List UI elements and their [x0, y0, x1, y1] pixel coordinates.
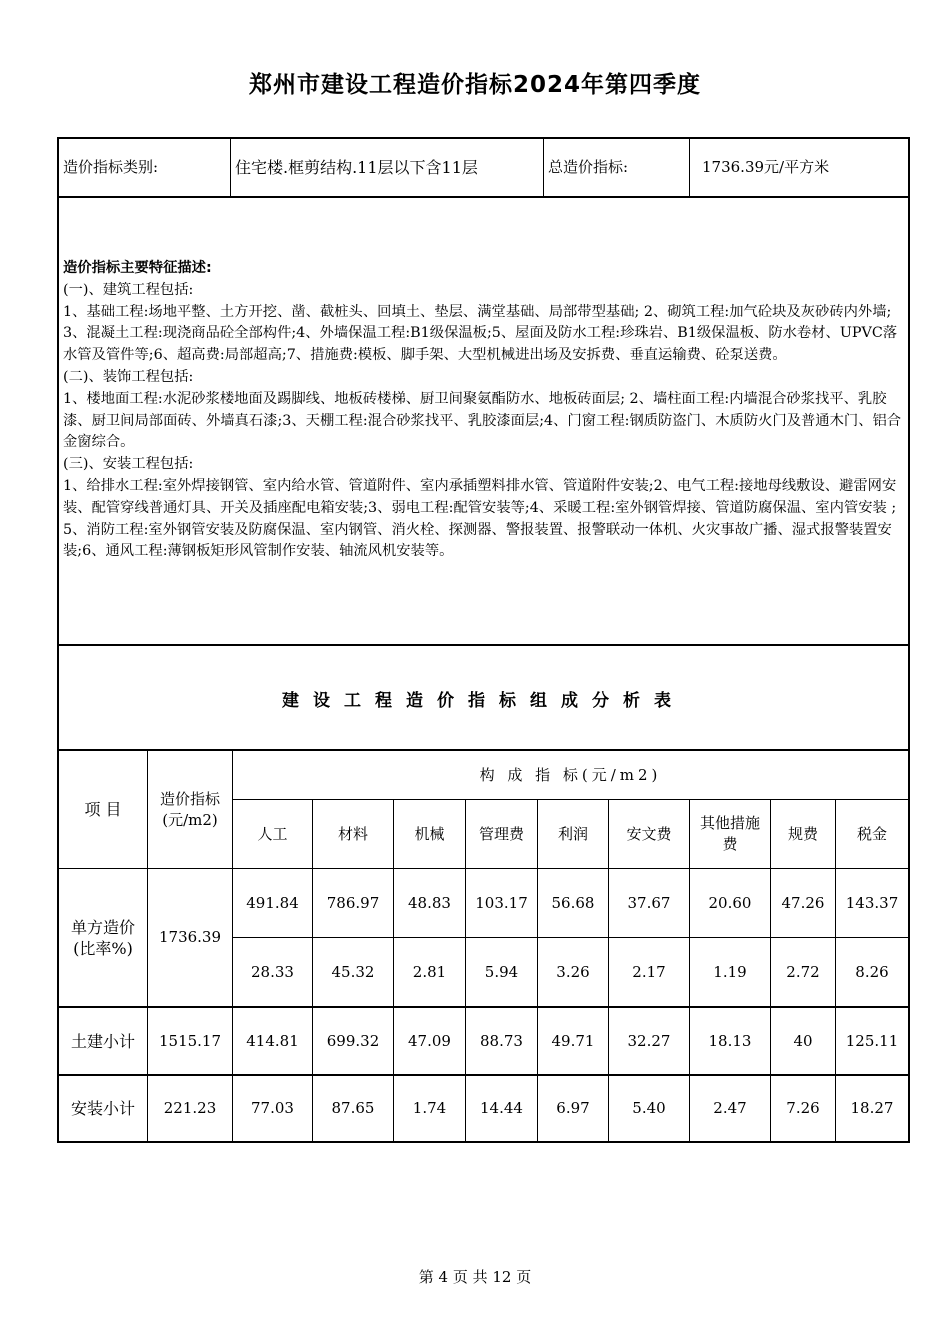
table-cell: 1.74: [412, 1099, 447, 1117]
total-label: 总造价指标:: [548, 158, 629, 176]
table-cell: 88.73: [480, 1031, 523, 1050]
column-header: 机械: [414, 824, 445, 843]
table-cell: 2.81: [412, 962, 447, 981]
table-cell: 125.11: [845, 1031, 899, 1050]
table-cell: 77.03: [251, 1099, 294, 1117]
column-header: 人工: [257, 824, 288, 843]
row-label-install: 安装小计: [70, 1099, 135, 1118]
unit-index: 1736.39: [158, 928, 222, 946]
table-cell: 32.27: [627, 1031, 671, 1050]
column-header: 规费: [787, 824, 818, 843]
group-header: 构 成 指 标(元/m2): [479, 765, 662, 784]
column-header: 其他措施费: [699, 814, 760, 853]
divider: [59, 196, 908, 198]
table-cell: 5.40: [632, 1099, 666, 1117]
table-cell: 699.32: [326, 1031, 380, 1050]
index-sheet: [57, 137, 910, 1143]
table-cell: 1515.17: [158, 1031, 222, 1050]
table-cell: 47.26: [781, 893, 825, 912]
category-value: 住宅楼.框剪结构.11层以下含11层: [235, 158, 478, 177]
table-cell: 48.83: [408, 893, 451, 912]
page-title: 郑州市建设工程造价指标2024年第四季度: [248, 72, 701, 98]
table-cell: 6.97: [556, 1099, 590, 1117]
table-cell: 49.71: [551, 1031, 595, 1050]
column-header: 税金: [856, 824, 887, 843]
table-cell: 7.26: [786, 1099, 820, 1117]
description-line: (一)、建筑工程包括:: [63, 281, 194, 298]
table-cell: 414.81: [246, 1031, 299, 1050]
row-label-unit: 单方造价(比率%): [70, 917, 135, 958]
table-cell: 37.67: [627, 893, 671, 912]
table-cell: 1.19: [713, 962, 747, 981]
table-cell: 40: [793, 1031, 813, 1050]
table-cell: 8.26: [855, 962, 889, 981]
table-cell: 14.44: [480, 1099, 523, 1117]
table-cell: 786.97: [326, 893, 380, 912]
column-header: 管理费: [478, 824, 524, 843]
table-cell: 103.17: [475, 893, 528, 912]
description-line: (三)、安装工程包括:: [63, 456, 194, 473]
table-cell: 5.94: [484, 962, 519, 981]
category-label: 造价指标类别:: [63, 158, 159, 176]
table-title: 建设工程造价指标组成分析表: [282, 691, 685, 711]
column-header-index: 造价指标(元/m2): [159, 789, 220, 829]
table-cell: 2.17: [632, 962, 666, 981]
table-cell: 20.60: [708, 893, 752, 912]
page-number: 第 4 页 共 12 页: [418, 1268, 532, 1286]
row-label-civil: 土建小计: [70, 1031, 135, 1051]
description-heading: 造价指标主要特征描述:: [63, 260, 212, 276]
column-header: 材料: [337, 824, 368, 843]
table-cell: 221.23: [163, 1099, 217, 1117]
table-cell: 2.72: [786, 962, 820, 981]
table-cell: 3.26: [556, 962, 590, 981]
column-header: 利润: [557, 824, 588, 843]
divider: [59, 644, 908, 646]
table-cell: 56.68: [551, 893, 595, 912]
description-line: (二)、装饰工程包括:: [63, 368, 194, 385]
column-header-item: 项 目: [84, 800, 122, 819]
table-cell: 45.32: [331, 962, 375, 981]
total-value: 1736.39元/平方米: [702, 158, 830, 176]
table-cell: 87.65: [331, 1099, 375, 1117]
table-cell: 18.13: [708, 1031, 752, 1050]
table-cell: 28.33: [251, 962, 294, 981]
table-cell: 47.09: [408, 1031, 451, 1050]
table-cell: 2.47: [713, 1099, 747, 1117]
table-cell: 491.84: [246, 893, 299, 912]
feature-description: [63, 258, 908, 563]
description-line: 1、给排水工程:室外焊接钢管、室内给水管、管道附件、室内承插塑料排水管、管道附件安装;2、电气工程:接地母线敷设、避雷网安装、配管穿线普通灯具、开关及插座配电箱安装;3、弱电工程:配管安装等;4、采暖工程:室外钢管焊接、管道防腐保温、室内管安装 ;5、消防工程:室外钢管安装及防腐保温、室内钢管、消火栓、探测器、警报装置、报警联动一体机、火灾事故广播、湿式报警装置安装;6、通风工程:薄钢板矩形风管制作安装、轴流风机安装等。: [63, 477, 897, 560]
table-cell: 143.37: [845, 893, 899, 912]
table-cell: 18.27: [850, 1099, 894, 1117]
description-line: 1、基础工程:场地平整、土方开挖、凿、截桩头、回填土、垫层、满堂基础、局部带型基础; 2、砌筑工程:加气砼块及灰砂砖内外墙;3、混凝土工程:现浇商品砼全部构件;4、外墙保温工程:B1级保温板;5、屋面及防水工程:珍珠岩、B1级保温板、防水卷材、UPVC落水管及管件等;6、超高费:局部超高;7、措施费:模板、脚手架、大型机械进出场及安拆费、垂直运输费、砼泵送费。: [63, 303, 898, 364]
description-line: 1、楼地面工程:水泥砂浆楼地面及踢脚线、地板砖楼梯、厨卫间聚氨酯防水、地板砖面层; 2、墙柱面工程:内墙混合砂浆找平、乳胶漆、厨卫间局部面砖、外墙真石漆;3、天棚工程:混合砂浆找平、乳胶漆面层;4、门窗工程:钢质防盗门、木质防火门及普通木门、铝合金窗综合。: [63, 390, 902, 451]
column-header: 安文费: [626, 824, 672, 843]
